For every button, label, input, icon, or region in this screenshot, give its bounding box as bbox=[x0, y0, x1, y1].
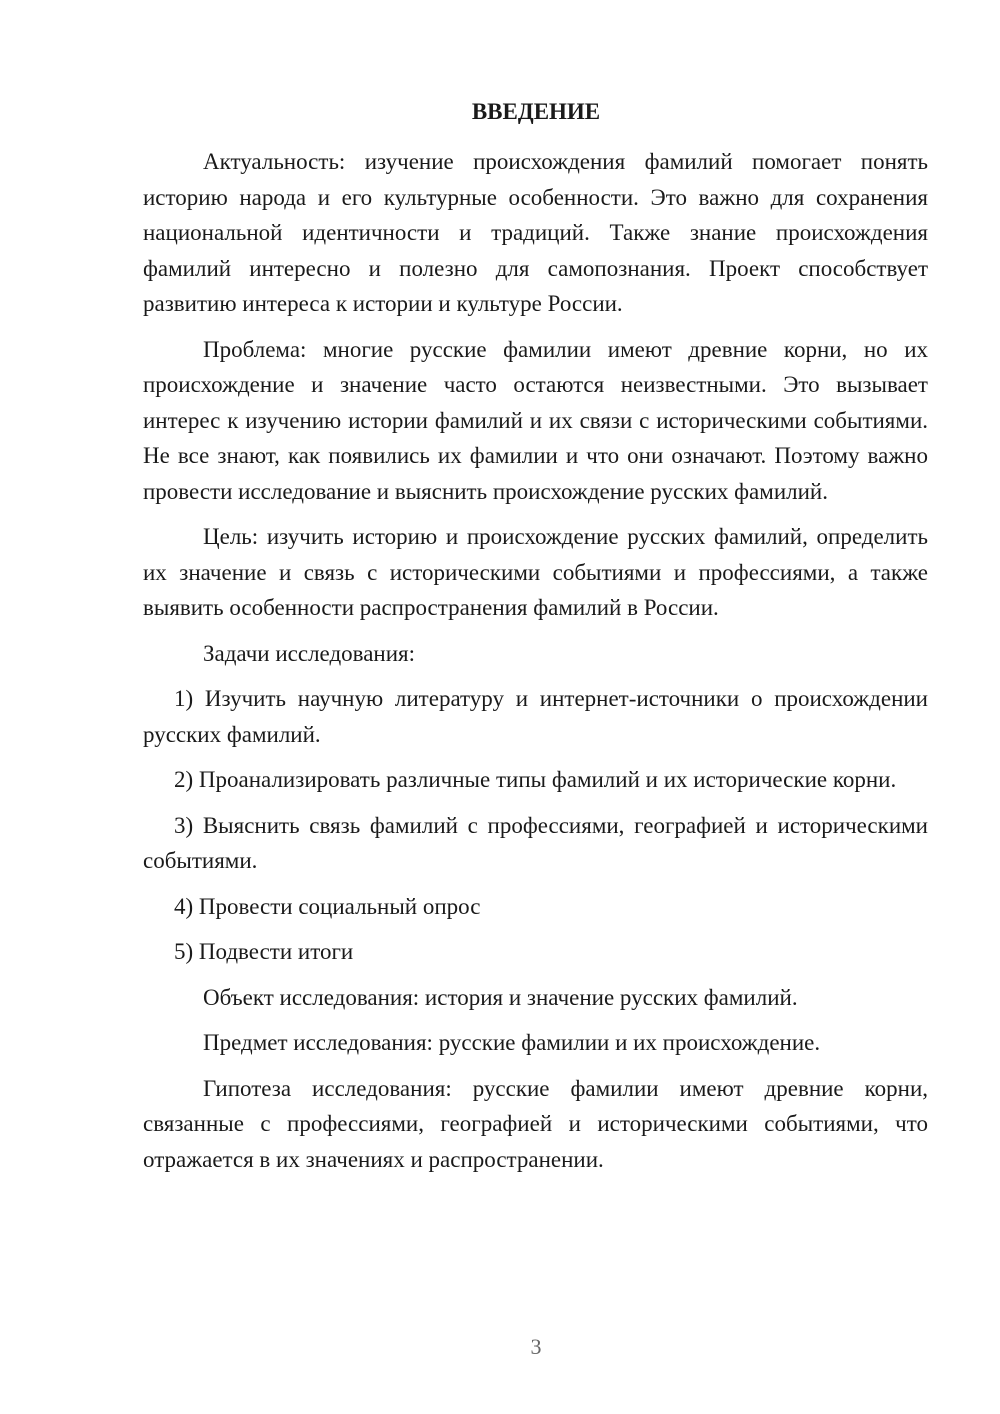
task-item: 3) Выяснить связь фамилий с профессиями, географией и историческими событиями. bbox=[143, 812, 928, 873]
task-item: 4) Провести социальный опрос bbox=[174, 893, 481, 919]
tasks-heading: Задачи исследования: bbox=[203, 640, 416, 666]
section-title: ВВЕДЕНИЕ bbox=[471, 99, 601, 124]
document-body bbox=[143, 144, 928, 1187]
task-item: 2) Проанализировать различные типы фамилий и их исторические корни. bbox=[174, 767, 897, 792]
hypothesis-paragraph: Гипотеза исследования: русские фамилии имеют древние корни, связанные с профессиями, географией и историческими событиями, что отражается в их значениях и распространении. bbox=[143, 1075, 928, 1172]
page-number: 3 bbox=[530, 1334, 542, 1359]
problem-paragraph: Проблема: многие русские фамилии имеют древние корни, но их происхождение и значение часто остаются неизвестными. Это вызывает интерес к изучению истории фамилий и их связи с историческими событиями. Не все знают, как появились их фамилии и что они означают. Поэтому важно провести исследование и выяснить происхождение русских фамилий. bbox=[143, 336, 928, 504]
task-item: 1) Изучить научную литературу и интернет-источники о происхождении русских фамилий. bbox=[143, 686, 928, 747]
task-item: 5) Подвести итоги bbox=[174, 939, 354, 964]
goal-paragraph: Цель: изучить историю и происхождение русских фамилий, определить их значение и связь с историческими событиями и профессиями, а также выявить особенности распространения фамилий в России. bbox=[143, 524, 928, 620]
relevance-paragraph: Актуальность: изучение происхождения фамилий помогает понять историю народа и его культурные особенности. Это важно для сохранения национальной идентичности и традиций. Также знание происхождения фамилий интересно и полезно для самопознания. Проект способствует развитию интереса к истории и культуре России. bbox=[143, 149, 928, 316]
subject-paragraph: Предмет исследования: русские фамилии и их происхождение. bbox=[203, 1030, 821, 1055]
object-paragraph: Объект исследования: история и значение русских фамилий. bbox=[203, 984, 798, 1010]
